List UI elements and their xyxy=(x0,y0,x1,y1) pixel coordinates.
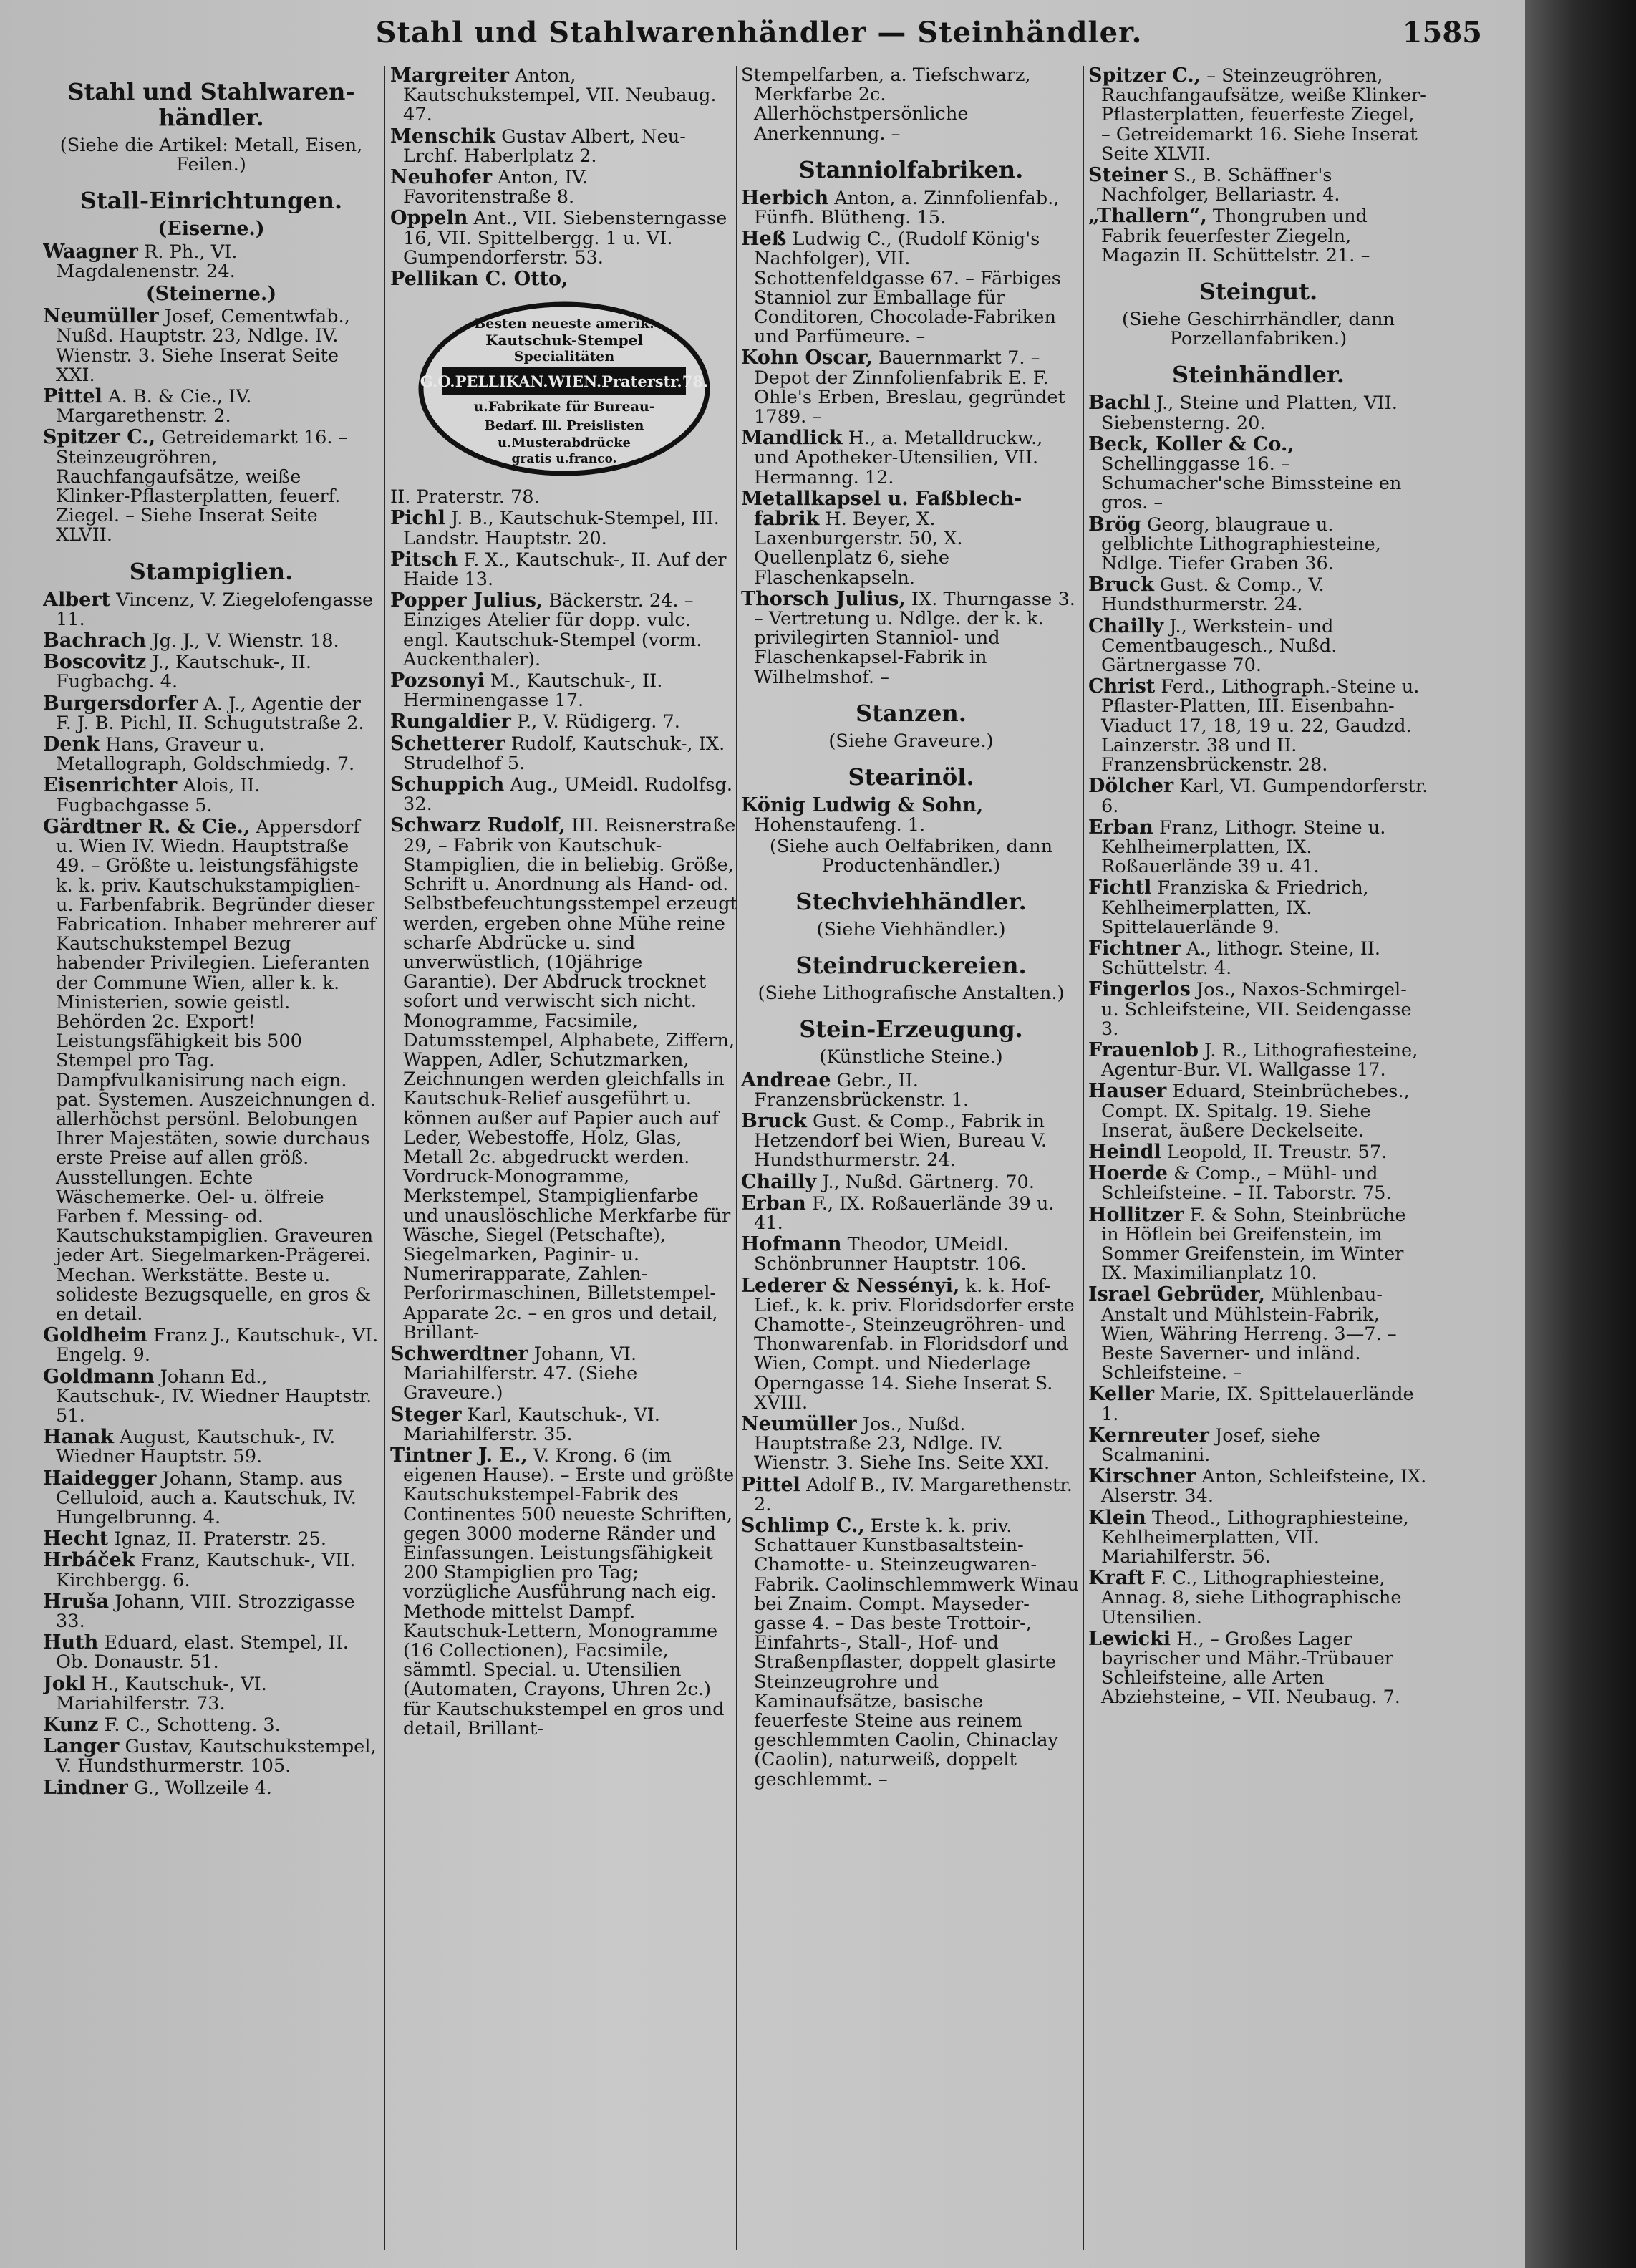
entry-name: Gärdtner R. & Cie., xyxy=(43,815,251,838)
directory-entry xyxy=(1088,677,1428,775)
directory-entry xyxy=(390,775,737,814)
entry-details: Georg, blaugraue u. gelblichte Lithographiesteine, Ndlge. Tiefer Graben 36. xyxy=(1101,513,1381,575)
entry-details: Jos., Naxos-Schmirgel- u. Schleifsteine, VII. Seidengasse 3. xyxy=(1101,979,1412,1040)
entry-name: Schwerdtner xyxy=(390,1342,528,1365)
directory-entry xyxy=(43,1469,379,1528)
directory-entry xyxy=(1088,1081,1428,1141)
directory-entry xyxy=(1088,575,1428,614)
entry-name: „Thallern“, xyxy=(1088,205,1207,228)
section-subheading: (Eiserne.) xyxy=(158,218,265,241)
entry-details: P., V. Rüdigerg. 7. xyxy=(510,711,680,733)
entry-name: Hoerde xyxy=(1088,1162,1168,1185)
entry-details: Gebr., II. Franzensbrückenstr. 1. xyxy=(754,1069,969,1111)
cross-reference-note: (Siehe Viehhändler.) xyxy=(816,918,1006,940)
entry-details: Jg. J., V. Wienstr. 18. xyxy=(146,630,339,652)
entry-name: Oppeln xyxy=(390,207,468,230)
entry-name: Boscovitz xyxy=(43,651,147,674)
entry-name: Kunz xyxy=(43,1714,99,1737)
entry-name: Spitzer C., xyxy=(1088,66,1201,87)
entry-name: Langer xyxy=(43,1735,120,1758)
directory-entry xyxy=(390,1344,737,1404)
entry-name: Tintner J. E., xyxy=(390,1444,528,1467)
entry-name: Heindl xyxy=(1088,1140,1161,1163)
entry-name: Margreiter xyxy=(390,66,510,87)
entry-name: Neuhofer xyxy=(390,166,493,189)
directory-entry xyxy=(741,1068,1081,1111)
entry-name: Heß xyxy=(741,228,787,251)
entry-name: Dölcher xyxy=(1088,775,1174,798)
entry-name: Steger xyxy=(390,1403,462,1426)
entry-details: Ferd., Lithograph.-Steine u. Pflaster-Platten, III. Eisenbahn-Viaduct 17, 18, 19 u. 22, Gaudzd. Lainzerstr. 38 und II. Franzensbrückenstr. 28. xyxy=(1101,676,1420,776)
stamp-text-line: gratis u.franco. xyxy=(511,452,616,467)
directory-entry xyxy=(43,1427,379,1467)
entry-details: Adolf B., IV. Margarethenstr. 2. xyxy=(754,1474,1073,1515)
entry-details: Franz J., Kautschuk-, VI. Engelg. 9. xyxy=(56,1325,379,1366)
entry-details: Franz, Kautschuk-, VII. Kirchbergg. 6. xyxy=(56,1550,356,1591)
entry-details: A. B. & Cie., IV. Margarethenstr. 2. xyxy=(56,386,252,428)
directory-entry xyxy=(741,796,1081,835)
entry-name: Burgersdorfer xyxy=(43,692,198,715)
directory-entry xyxy=(741,229,1081,347)
entry-details: Vincenz, V. Ziegelofengasse 11. xyxy=(56,589,374,630)
entry-details: Ignaz, II. Praterstr. 25. xyxy=(108,1528,327,1550)
entry-details: Theodor, UMeidl. Schönbrunner Hauptstr. 106. xyxy=(754,1234,1027,1275)
entry-details: Eduard, Steinbrüchebes., Compt. IX. Spitalg. 19. Siehe Inserat, äußere Deckelseite. xyxy=(1101,1081,1410,1142)
section-heading: Stein-Erzeugung. xyxy=(799,1015,1023,1043)
entry-details: M., Kautschuk-, II. Herminengasse 17. xyxy=(403,670,663,712)
cross-reference-note: (Siehe Graveure.) xyxy=(828,730,994,752)
directory-entry xyxy=(741,489,1081,588)
entry-details: F. C., Lithographiesteine, Annag. 8, siehe Lithographische Utensilien. xyxy=(1101,1568,1402,1628)
entry-details: H. Beyer, X. Laxenburgerstr. 50, X. Quellenplatz 6, siehe Flaschenkapseln. xyxy=(754,508,963,589)
directory-entry xyxy=(43,387,379,426)
directory-entry xyxy=(43,1592,379,1631)
section-subheading: (Steinerne.) xyxy=(145,283,277,306)
entry-name: Lederer & Nessényi, xyxy=(741,1274,960,1297)
directory-entry xyxy=(1088,1142,1428,1162)
directory-entry xyxy=(390,1405,737,1444)
entry-name: Kernreuter xyxy=(1088,1424,1209,1447)
entry-name: Thorsch Julius, xyxy=(741,587,906,610)
directory-entry xyxy=(1088,1568,1428,1628)
entry-name: Metallkapsel u. Faßblech-fabrik xyxy=(741,487,1022,531)
entry-name: Erban xyxy=(741,1192,806,1215)
entry-name: Schuppich xyxy=(390,773,505,796)
section-heading: Stanzen. xyxy=(856,699,967,727)
entry-details: F. C., Schotteng. 3. xyxy=(98,1714,281,1737)
section-heading: Stanniolfabriken. xyxy=(798,155,1024,183)
directory-entry xyxy=(390,712,737,732)
cross-reference-note: (Künstliche Steine.) xyxy=(819,1046,1003,1068)
entry-details: Franziska & Friedrich, Kehlheimerplatten, IX. Spittelauerlände 9. xyxy=(1101,877,1369,938)
directory-entry xyxy=(741,1414,1081,1474)
directory-entry xyxy=(43,1633,379,1672)
section-heading: Stampiglien. xyxy=(129,557,294,585)
directory-entry xyxy=(43,590,379,629)
entry-details: Ludwig C., (Rudolf König's Nachfolger), VII. Schottenfeldgasse 67. – Färbiges Stanniol zur Emballage für Conditoren, Chocolade-Fabriken und Parfümeure. – xyxy=(754,228,1061,348)
directory-entry xyxy=(1088,614,1428,677)
entry-name: Pozsonyi xyxy=(390,670,485,693)
entry-name: Pichl xyxy=(390,507,445,530)
entry-details: Leopold, II. Treustr. 57. xyxy=(1161,1141,1388,1163)
entry-details: F. & Sohn, Steinbrüche in Höflein bei Greifenstein, im Sommer Greifenstein, im Winter IX. Maximilianplatz 10. xyxy=(1101,1204,1406,1285)
entry-name: Fingerlos xyxy=(1088,978,1191,1001)
entry-details: Appersdorf u. Wien IV. Wiedn. Hauptstraße 49. – Größte u. leistungsfähigste k. k. priv. Kautschukstampiglien- u. Farbenfabrik. Begründer dieser Fabrication. Inhaber mehrerer auf Kautschukstempel Bezug habender Privilegien. Lieferanten der Commune Wien, aller k. k. Ministerien, sowie geistl. Behörden 2c. Export! Leistungsfähigkeit bis 500 Stempel pro Tag. Dampfvulkanisirung nach eign. pat. Systemen. Auszeichnungen d. allerhöchst persönl. Belobungen Ihrer Majestäten, sowie durchaus erste Preise auf allen größ. Ausstellungen. Echte Wäschemerke. Oel- u. ölfreie Farben f. Messing- od. Kautschukstampiglien. Graveuren jeder Art. Siegelmarken-Prägerei. Mechan. Werkstätte. Beste u. solideste Bezugsquelle, en gros & en detail. xyxy=(56,816,376,1325)
directory-entry xyxy=(390,168,737,207)
directory-entry xyxy=(43,307,379,385)
entry-name: Pellikan C. Otto, xyxy=(390,268,568,291)
entry-details: Johann, VI. Mariahilferstr. 47. (Siehe Graveure.) xyxy=(403,1343,638,1404)
entry-name: Hanak xyxy=(43,1426,114,1449)
stamp-text-line: Bedarf. Ill. Preislisten xyxy=(484,418,644,434)
entry-details: Gustav Albert, Neu-Lrchf. Haberlplatz 2. xyxy=(403,125,686,167)
directory-entry xyxy=(1088,206,1428,266)
entry-name: Spitzer C., xyxy=(43,426,156,449)
entry-details: Alois, II. Fugbachgasse 5. xyxy=(56,775,261,816)
cross-reference-note: (Siehe auch Oelfabriken, dann Productenhändler.) xyxy=(769,835,1053,877)
entry-details: G., Wollzeile 4. xyxy=(127,1777,272,1799)
directory-entry xyxy=(741,1475,1081,1515)
entry-name: Pitsch xyxy=(390,548,458,571)
column-4 xyxy=(1088,66,1428,2257)
entry-details: Getreidemarkt 16. – Steinzeugröhren, Rauchfangaufsätze, weiße Klinker-Pflasterplatten, feuerf. Ziegel. – Siehe Inserat Seite XLVII. xyxy=(56,427,348,546)
entry-details: k. k. Hof-Lief., k. k. priv. Floridsdorfer erste Chamotte-, Steinzeugröhren- und Thonwarenfab. in Floridsdorf und Wien, Compt. und Niederlage Operngasse 14. Siehe Inserat S. XVIII. xyxy=(754,1275,1075,1414)
entry-name: Schlimp C., xyxy=(741,1514,865,1537)
entry-name: Chailly xyxy=(741,1170,817,1193)
entry-name: Hruša xyxy=(43,1590,110,1613)
directory-entry xyxy=(43,1550,379,1590)
entry-details: Bauernmarkt 7. – Depot der Zinnfolienfabrik E. F. Ohle's Erben, Breslau, gegründet 1789. – xyxy=(754,347,1065,428)
entry-details: R. Ph., VI. Magdalenenstr. 24. xyxy=(56,241,238,282)
directory-entry xyxy=(43,817,379,1324)
section-heading: Steinhändler. xyxy=(1172,361,1345,389)
column-2 xyxy=(390,66,737,2257)
directory-entry xyxy=(741,1172,1081,1192)
entry-name: Kirschner xyxy=(1088,1465,1196,1488)
entry-details: Gust. & Comp., V. Hundsthurmerstr. 24. xyxy=(1101,574,1325,616)
entry-details: J., Werkstein- und Cementbaugesch., Nußd. Gärtnergasse 70. xyxy=(1101,615,1337,677)
entry-details: F. X., Kautschuk-, II. Auf der Haide 13. xyxy=(403,549,727,591)
directory-entry xyxy=(1088,818,1428,877)
entry-details: Hans, Graveur u. Metallograph, Goldschmiedg. 7. xyxy=(56,734,355,776)
directory-entry xyxy=(741,1276,1081,1413)
directory-entry xyxy=(43,1737,379,1776)
entry-name: Eisenrichter xyxy=(43,774,178,797)
entry-details: Johann, Stamp. aus Celluloid, auch a. Kautschuk, IV. Hungelbrunng. 4. xyxy=(56,1467,357,1528)
entry-details: J., Nußd. Gärtnerg. 70. xyxy=(816,1171,1035,1193)
directory-entry xyxy=(390,208,737,268)
entry-details: Josef, Cementwfab., Nußd. Hauptstr. 23, Ndlge. IV. Wienstr. 3. Siehe Inserat Seite XXI. xyxy=(56,306,350,386)
directory-entry xyxy=(390,1446,737,1739)
directory-entry xyxy=(43,1367,379,1427)
entry-name: Mandlick xyxy=(741,427,843,450)
stamp-text-line: Specialitäten xyxy=(513,349,614,365)
entry-details: Gust. & Comp., Fabrik in Hetzendorf bei Wien, Bureau V. Hundsthurmerstr. 24. xyxy=(754,1110,1047,1172)
directory-entry xyxy=(741,1194,1081,1233)
directory-entry xyxy=(390,671,737,710)
entry-name: Neumüller xyxy=(43,305,159,328)
entry-continuation: II. Praterstr. 78. xyxy=(390,486,540,508)
directory-entry xyxy=(1088,776,1428,816)
directory-entry xyxy=(390,816,737,1342)
directory-entry xyxy=(390,591,737,670)
directory-entry xyxy=(741,1235,1081,1274)
entry-details: H., a. Metalldruckw., und Apotheker-Utensilien, VII. Hermanng. 12. xyxy=(754,428,1043,488)
directory-entry xyxy=(1088,1508,1428,1568)
entry-name: Steiner xyxy=(1088,164,1168,187)
directory-entry xyxy=(1088,435,1428,513)
entry-details: S., B. Schäffner's Nachfolger, Bellariastr. 4. xyxy=(1101,165,1340,206)
entry-name: Goldheim xyxy=(43,1324,147,1347)
column-1 xyxy=(43,66,379,2257)
entry-name: Beck, Koller & Co., xyxy=(1088,433,1294,455)
entry-details: Theod., Lithographiesteine, Kehlheimerplatten, VII. Mariahilferstr. 56. xyxy=(1101,1507,1409,1568)
directory-entry xyxy=(43,1674,379,1714)
entry-name: Herbich xyxy=(741,186,829,209)
entry-name: Fichtner xyxy=(1088,937,1181,960)
directory-entry xyxy=(741,348,1081,427)
entry-name: Kraft xyxy=(1088,1567,1146,1590)
entry-name: König Ludwig & Sohn, xyxy=(741,794,984,817)
entry-details: Karl, Kautschuk-, VI. Mariahilferstr. 35. xyxy=(403,1404,660,1445)
entry-details: Thongruben und Fabrik feuerfester Ziegeln, Magazin II. Schüttelstr. 21. – xyxy=(1101,206,1370,266)
entry-details: H., – Großes Lager bayrischer und Mähr.-Trübauer Schleifsteine, alle Arten Abziehsteine, – VII. Neubaug. 7. xyxy=(1101,1628,1400,1709)
entry-name: Hecht xyxy=(43,1528,109,1550)
section-heading: Stearinöl. xyxy=(848,763,974,791)
entry-name: Lewicki xyxy=(1088,1627,1171,1650)
entry-name: Hrbáček xyxy=(43,1549,135,1572)
entry-name: Schwarz Rudolf, xyxy=(390,814,566,837)
entry-name: Goldmann xyxy=(43,1365,155,1388)
directory-entry xyxy=(390,66,737,125)
entry-name: Bachl xyxy=(1088,392,1151,415)
entry-name: Jokl xyxy=(43,1672,86,1695)
entry-details: Jos., Nußd. Hauptstraße 23, Ndlge. IV. Wienstr. 3. Siehe Ins. Seite XXI. xyxy=(754,1413,1050,1475)
entry-details: Eduard, elast. Stempel, II. Ob. Donaustr. 51. xyxy=(56,1632,349,1674)
directory-entry xyxy=(390,550,737,589)
column-divider xyxy=(1083,66,1084,2250)
entry-name: Pittel xyxy=(741,1473,800,1496)
directory-entry xyxy=(43,735,379,774)
entry-details: Hohenstaufeng. 1. xyxy=(754,814,926,836)
stamp-text-line: Besten neueste amerik. xyxy=(473,316,654,332)
section-heading: Stall-Einrichtungen. xyxy=(79,187,343,215)
directory-entry xyxy=(43,631,379,651)
entry-details: III. Reisnerstraße 29, – Fabrik von Kautschuk-Stampiglien, die in beliebig. Größe, Schrift u. Anordnung als Hand- od. Selbstbefeuchtungsstempel erzeugt werden, ergeben ohne Mühe reine scharfe Abdrücke u. sind unverwüstlich, (10jährige Garantie). Der Abdruck trocknet sofort und verwischt sich nicht. Monogramme, Facsimile, Datumsstempel, Alphabete, Ziffern, Wappen, Adler, Schutzmarken, Zeichnungen werden gleichfalls in Kautschuk-Relief ausgeführt u. können außer auf Papier auch auf Leder, Webestoffe, Holz, Glas, Metall 2c. abgedruckt werden. Vordruck-Monogramme, Merkstempel, Stampiglienfarbe und unauslöschliche Merkfarbe für Wäsche, Siegel (Petschafte), Siegelmarken, Paginir- u. Numerirapparate, Zahlen-Perforirmaschinen, Billetstempel-Apparate 2c. – en gros und detail, Brillant- xyxy=(403,815,737,1343)
directory-entry xyxy=(1088,515,1428,574)
entry-details: Marie, IX. Spittelauerlände 1. xyxy=(1101,1384,1414,1425)
entry-details: Mühlenbau-Anstalt und Mühlstein-Fabrik, Wien, Währing Herreng. 3—7. – Beste Saverner- und inländ. Schleifsteine. – xyxy=(1101,1284,1397,1384)
entry-details: H., Kautschuk-, VI. Mariahilferstr. 73. xyxy=(56,1673,267,1714)
directory-entry xyxy=(741,188,1081,228)
entry-name: Chailly xyxy=(1088,614,1164,637)
entry-name: Waagner xyxy=(43,240,138,263)
directory-entry xyxy=(1088,393,1428,433)
column-divider xyxy=(384,66,385,2250)
entry-name: Neumüller xyxy=(741,1412,857,1435)
entry-details: J., Steine und Platten, VII. Siebensterng. 20. xyxy=(1101,392,1398,434)
entry-details: J., Kautschuk-, II. Fugbachg. 4. xyxy=(56,652,311,693)
cross-reference-note: (Siehe die Artikel: Metall, Eisen, Feilen.) xyxy=(59,135,363,176)
entry-name: Huth xyxy=(43,1631,99,1654)
directory-entry xyxy=(1088,1384,1428,1424)
entry-details: A. J., Agentie der F. J. B. Pichl, II. Schugutstraße 2. xyxy=(56,693,364,734)
entry-details: IX. Thurngasse 3. – Vertretung u. Ndlge. der k. k. privilegirten Stanniol- und Flaschenkapsel-Fabrik in Wilhelmshof. – xyxy=(754,588,1075,688)
entry-details: Anton, Kautschukstempel, VII. Neubaug. 47. xyxy=(403,66,717,126)
stamp-text-line: Kautschuk-Stempel xyxy=(485,332,643,349)
directory-entry xyxy=(1088,66,1428,164)
entry-details: Gustav, Kautschukstempel, V. Hundsthurmerstr. 105. xyxy=(56,1736,377,1777)
directory-entry xyxy=(43,694,379,733)
entry-name: Lindner xyxy=(43,1776,128,1799)
entry-name: Hofmann xyxy=(741,1233,842,1256)
entry-name: Brög xyxy=(1088,513,1141,536)
entry-name: Keller xyxy=(1088,1383,1154,1406)
entry-details: Ant., VII. Siebensterngasse 16, VII. Spittelbergg. 1 u. VI. Gumpendorferstr. 53. xyxy=(403,208,727,269)
entry-details: & Comp., – Mühl- und Schleifsteine. – II. Taborstr. 75. xyxy=(1101,1163,1392,1205)
directory-entry xyxy=(741,1111,1081,1171)
entry-name: Popper Julius, xyxy=(390,589,543,612)
column-3 xyxy=(741,66,1081,2257)
directory-entry xyxy=(1088,878,1428,937)
stamp-text-line: G.O.PELLIKAN.WIEN.Praterstr.78. xyxy=(420,372,708,391)
directory-entry xyxy=(390,269,737,289)
entry-name: Hauser xyxy=(1088,1080,1167,1103)
entry-name: Menschik xyxy=(390,125,495,148)
page-number: 1585 xyxy=(1402,16,1482,49)
entry-details: Johann, VIII. Strozzigasse 33. xyxy=(56,1591,355,1633)
entry-name: Hollitzer xyxy=(1088,1203,1184,1226)
directory-entry xyxy=(43,652,379,692)
entry-name: Fichtl xyxy=(1088,877,1152,899)
entry-name: Erban xyxy=(1088,816,1153,839)
directory-entry xyxy=(1088,1164,1428,1203)
stamp-graphic xyxy=(414,298,715,481)
entry-details: Johann Ed., Kautschuk-, IV. Wiedner Hauptstr. 51. xyxy=(56,1366,372,1427)
entry-name: Rungaldier xyxy=(390,710,511,733)
entry-continuation: Stempelfarben, a. Tiefschwarz, Merkfarbe 2c. Allerhöchstpersönliche Anerkennung. – xyxy=(741,66,1031,145)
stamp-text-line: u.Fabrikate für Bureau- xyxy=(473,399,655,415)
directory-entry xyxy=(1088,1426,1428,1465)
entry-name: Haidegger xyxy=(43,1467,157,1490)
directory-entry xyxy=(1088,939,1428,978)
entry-details: A., lithogr. Steine, II. Schüttelstr. 4. xyxy=(1101,937,1381,980)
pellikan-stamp-advertisement xyxy=(414,298,715,481)
cross-reference-note: (Siehe Lithografische Anstalten.) xyxy=(758,983,1065,1005)
cross-reference-note: (Siehe Geschirrhändler, dann Porzellanfabriken.) xyxy=(1121,309,1395,350)
section-heading: Stechviehhändler. xyxy=(795,887,1027,915)
directory-entry xyxy=(390,508,737,548)
directory-entry xyxy=(1088,1205,1428,1284)
directory-entry xyxy=(43,428,379,545)
directory-entry xyxy=(741,1516,1081,1790)
entry-details: Aug., UMeidl. Rudolfsg. 32. xyxy=(403,774,732,816)
entry-name: Pittel xyxy=(43,385,102,408)
directory-entry xyxy=(741,589,1081,687)
directory-entry xyxy=(1088,165,1428,205)
entry-name: Klein xyxy=(1088,1506,1146,1529)
entry-name: Israel Gebrüder, xyxy=(1088,1283,1266,1306)
directory-entry xyxy=(1088,1038,1428,1081)
entry-details: Anton, a. Zinnfolienfab., Fünfh. Blütheng. 15. xyxy=(754,187,1060,229)
entry-name: Schetterer xyxy=(390,732,505,755)
section-heading: Stahl und Stahlwaren-händler. xyxy=(67,78,355,131)
entry-details: Karl, VI. Gumpendorferstr. 6. xyxy=(1101,776,1428,817)
entry-details: – Steinzeugröhren, Rauchfangaufsätze, weiße Klinker-Pflasterplatten, feuerfeste Ziegel, – Getreidemarkt 16. Siehe Inserat Seite XLVII. xyxy=(1101,66,1426,165)
entry-name: Andreae xyxy=(741,1068,831,1091)
entry-details: F., IX. Roßauerlände 39 u. 41. xyxy=(754,1192,1055,1234)
directory-entry xyxy=(1088,1629,1428,1708)
entry-details: Schellinggasse 16. – Schumacher'sche Bimssteine en gros. – xyxy=(1101,453,1402,514)
directory-entry xyxy=(43,1778,379,1798)
entry-name: Kohn Oscar, xyxy=(741,347,873,370)
entry-details: Josef, siehe Scalmanini. xyxy=(1101,1424,1320,1466)
directory-entry xyxy=(43,1715,379,1735)
entry-details: Franz, Lithogr. Steine u. Kehlheimerplatten, IX. Roßauerlände 39 u. 41. xyxy=(1101,816,1386,878)
entry-name: Bruck xyxy=(741,1109,807,1132)
entry-details: J. B., Kautschuk-Stempel, III. Landstr. Hauptstr. 20. xyxy=(403,508,720,549)
directory-entry xyxy=(43,242,379,281)
section-heading: Steindruckereien. xyxy=(795,952,1027,980)
directory-entry xyxy=(741,428,1081,488)
entry-name: Denk xyxy=(43,733,100,756)
entry-details: Bäckerstr. 24. – Einziges Atelier für dopp. vulc. engl. Kautschuk-Stempel (vorm. Auckenthaler). xyxy=(403,590,702,670)
entry-name: Bachrach xyxy=(43,629,147,652)
directory-entry xyxy=(1088,1285,1428,1383)
directory-entry xyxy=(1088,980,1428,1039)
book-page-edge xyxy=(1525,0,1636,2268)
section-heading: Steingut. xyxy=(1199,278,1318,306)
entry-details: August, Kautschuk-, IV. Wiedner Hauptstr. 59. xyxy=(56,1427,336,1468)
entry-name: Bruck xyxy=(1088,574,1154,597)
entry-details: Anton, IV. Favoritenstraße 8. xyxy=(403,167,588,208)
entry-name: Albert xyxy=(43,588,110,611)
entry-details: J. R., Lithografiesteine, Agentur-Bur. VI. Wallgasse 17. xyxy=(1101,1039,1418,1081)
entry-details: Erste k. k. priv. Schattauer Kunstbasaltstein-Chamotte- u. Steinzeugwaren-Fabrik. Caolinschlemmwerk Winau bei Znaim. Compt. Mayseder-gasse 4. – Das beste Trottoir-, Einfahrts-, Stall-, Hof- und Straßenpflaster, doppelt glasirte Steinzeugrohre und Kaminaufsätze, basische feuerfeste Steine aus reinem geschlemmten Caolin, Chinaclay (Caolin), naturweiß, doppelt geschlemmt. – xyxy=(754,1515,1079,1790)
entry-details: V. Krong. 6 (im eigenen Hause). – Erste und größte Kautschukstempel-Fabrik des Continentes 500 neueste Schriften, gegen 3000 moderne Ränder und Einfassungen. Leistungsfähigkeit 200 Stampiglien pro Tag; vorzügliche Ausführung nach eig. Methode mittelst Dampf. Kautschuk-Lettern, Monogramme (16 Collectionen), Facsimile, sämmtl. Special. u. Utensilien (Automaten, Crayons, Uhren 2c.) für Kautschukstempel en gros und detail, Brillant- xyxy=(403,1444,735,1739)
directory-entry xyxy=(43,776,379,815)
page-header xyxy=(29,16,1489,59)
page-title: Stahl und Stahlwarenhändler — Steinhändler. xyxy=(375,16,1143,49)
directory-entry xyxy=(43,1529,379,1549)
directory-entry xyxy=(43,1326,379,1365)
entry-details: Rudolf, Kautschuk-, IX. Strudelhof 5. xyxy=(403,733,725,774)
entry-details: Anton, Schleifsteine, IX. Alserstr. 34. xyxy=(1101,1466,1427,1507)
entry-name: Christ xyxy=(1088,675,1156,698)
directory-entry xyxy=(390,734,737,773)
directory-entry xyxy=(390,127,737,166)
directory-entry xyxy=(1088,1467,1428,1506)
entry-name: Frauenlob xyxy=(1088,1038,1199,1061)
stamp-text-line: u.Musterabdrücke xyxy=(497,435,631,451)
